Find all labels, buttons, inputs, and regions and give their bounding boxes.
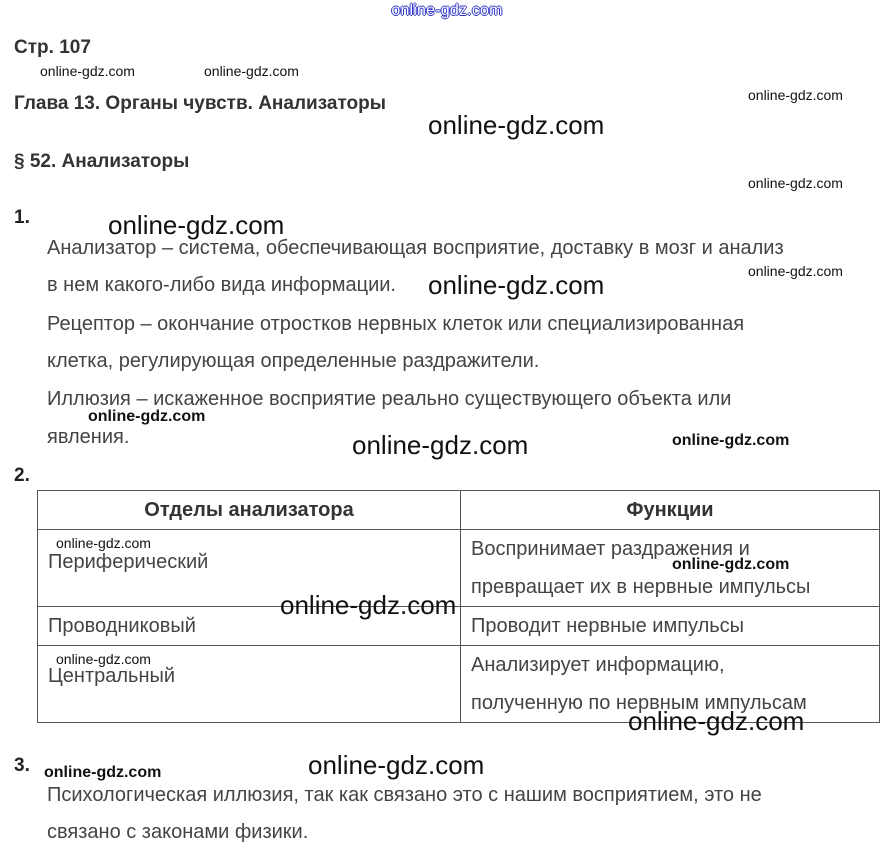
dept-label: Проводниковый <box>48 615 196 637</box>
table-cell-dept <box>38 530 461 607</box>
watermark: online-gdz.com <box>56 651 151 667</box>
q3-line: Психологическая иллюзия, так как связано это с нашим восприятием, это не <box>47 784 762 806</box>
q1-line: Иллюзия – искаженное восприятие реально существующего объекта или <box>47 388 732 410</box>
page-number: Стр. 107 <box>14 37 91 58</box>
watermark: online-gdz.com <box>748 175 843 191</box>
analyzer-table <box>37 490 880 723</box>
watermark: online-gdz.com <box>44 764 162 781</box>
watermark: online-gdz.com <box>628 706 805 736</box>
watermark: online-gdz.com <box>308 750 485 780</box>
q1-line: явления. <box>47 426 130 448</box>
watermark: online-gdz.com <box>108 210 285 240</box>
func-line: Проводит нервные импульсы <box>471 615 745 637</box>
section-title: § 52. Анализаторы <box>14 151 190 172</box>
table-header-functions: Функции <box>461 491 880 530</box>
table-header-departments: Отделы анализатора <box>38 491 461 530</box>
table-cell-dept <box>38 646 461 723</box>
watermark: online-gdz.com <box>40 63 135 79</box>
table-cell-dept <box>38 607 461 646</box>
table-row <box>38 530 880 607</box>
table-cell-func <box>461 607 880 646</box>
question-3-number: 3. <box>14 755 30 776</box>
watermark: online-gdz.com <box>88 408 206 425</box>
watermark: online-gdz.com <box>428 110 605 140</box>
watermark: online-gdz.com <box>204 63 299 79</box>
watermark: online-gdz.com <box>428 270 605 300</box>
dept-label: Периферический <box>48 551 209 573</box>
func-line: Воспринимает раздражения и <box>471 538 750 560</box>
table-cell-func <box>461 530 880 607</box>
func-line: Анализирует информацию, <box>471 654 725 676</box>
watermark: online-gdz.com <box>280 590 457 620</box>
q1-line: клетка, регулирующая определенные раздражители. <box>47 350 540 372</box>
table-cell-func <box>461 646 880 723</box>
watermark: online-gdz.com <box>352 430 529 460</box>
watermark-top: online-gdz.com <box>391 2 503 19</box>
watermark: online-gdz.com <box>748 87 843 103</box>
chapter-title: Глава 13. Органы чувств. Анализаторы <box>14 93 386 114</box>
func-line: полученную по нервным импульсам <box>471 692 807 714</box>
dept-label: Центральный <box>48 665 176 687</box>
q1-line: Рецептор – окончание отростков нервных клеток или специализированная <box>47 313 745 335</box>
watermark: online-gdz.com <box>672 432 790 449</box>
question-1-number: 1. <box>14 207 30 228</box>
func-line: превращает их в нервные импульсы <box>471 576 811 598</box>
q1-line: Анализатор – система, обеспечивающая восприятие, доставку в мозг и анализ <box>47 237 784 259</box>
watermark: online-gdz.com <box>748 263 843 279</box>
q3-line: связано с законами физики. <box>47 821 309 843</box>
watermark: online-gdz.com <box>672 556 790 573</box>
table-row <box>38 646 880 723</box>
table-row <box>38 607 880 646</box>
watermark: online-gdz.com <box>56 535 151 551</box>
q1-line: в нем какого-либо вида информации. <box>47 274 396 296</box>
question-2-number: 2. <box>14 465 30 486</box>
